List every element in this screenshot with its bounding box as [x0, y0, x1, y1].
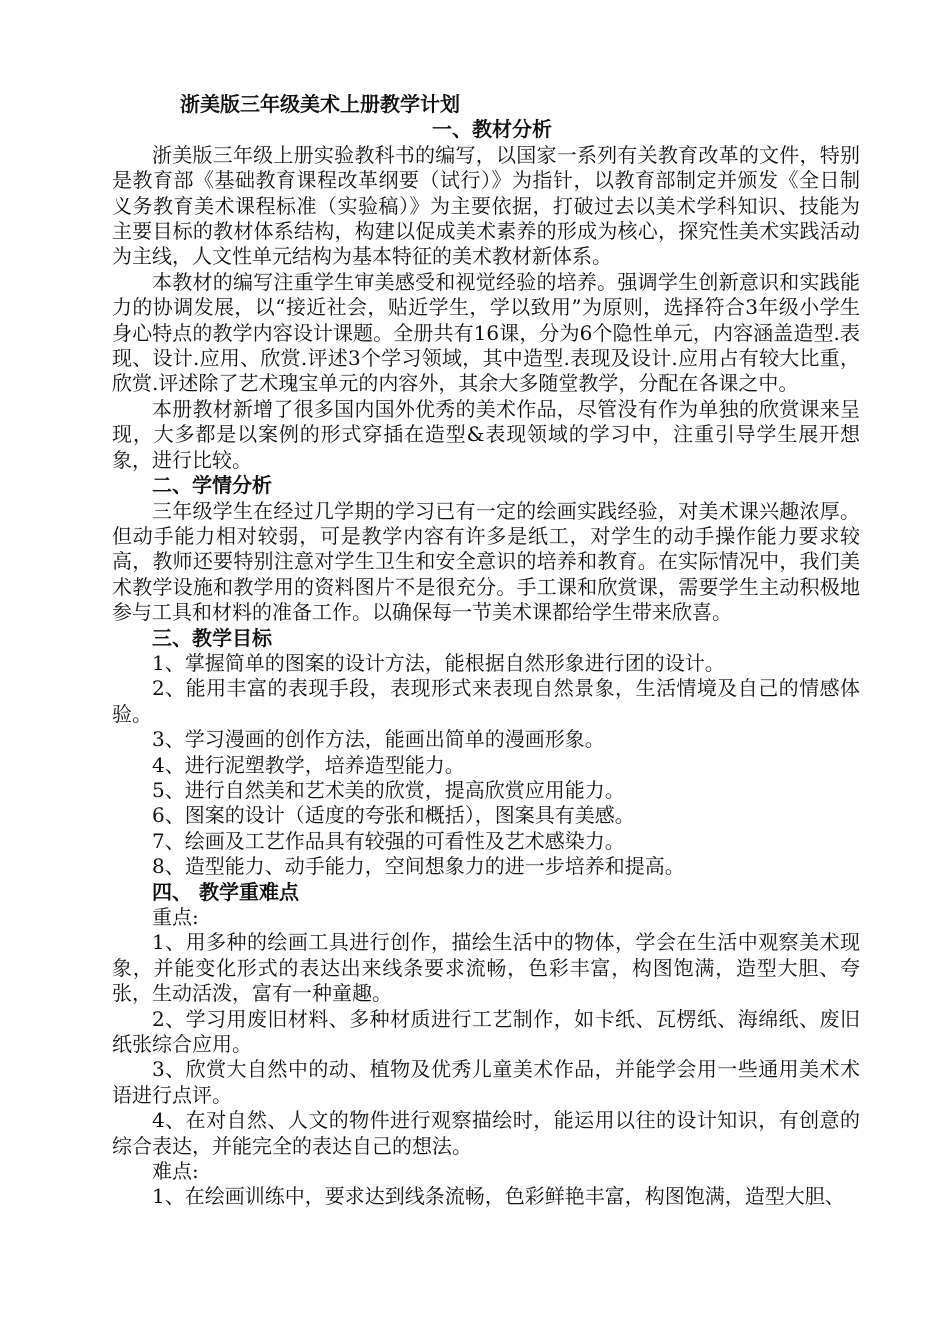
list-item: 3、欣赏大自然中的动、植物及优秀儿童美术作品，并能学会用一些通用美术术语进行点评。	[112, 1057, 860, 1107]
list-item: 8、造型能力、动手能力，空间想象力的进一步培养和提高。	[152, 854, 685, 879]
document-page	[112, 92, 860, 1210]
list-item: 3、学习漫画的创作方法，能画出简单的漫画形象。	[152, 727, 605, 752]
section-heading-goals: 三、教学目标	[152, 625, 272, 650]
list-item: 1、掌握简单的图案的设计方法，能根据自然形象进行团的设计。	[152, 650, 725, 675]
list-item: 4、进行泥塑教学，培养造型能力。	[152, 752, 465, 777]
section-heading-students: 二、学情分析	[152, 473, 272, 498]
section-heading-key-points: 四、 教学重难点	[152, 879, 299, 904]
paragraph: 本教材的编写注重学生审美感受和视觉经验的培养。强调学生创新意识和实践能力的协调发展，以“接近社会，贴近学生，学以致用”为原则，选择符合3年级小学生身心特点的教学内容设计课题。全册共有16课，分为6个隐性单元，内容涵盖造型.表现、设计.应用、欣赏.评述3个学习领域，其中造型.表现及设计.应用占有较大比重，欣赏.评述除了艺术瑰宝单元的内容外，其余大多随堂教学，分配在各课之中。	[112, 269, 860, 396]
list-item: 2、学习用废旧材料、多种材质进行工艺制作，如卡纸、瓦楞纸、海绵纸、废旧纸张综合应用。	[112, 1006, 860, 1057]
paragraph: 本册教材新增了很多国内国外优秀的美术作品，尽管没有作为单独的欣赏课来呈现，大多都是以案例的形式穿插在造型&表现领域的学习中，注重引导学生展开想象，进行比较。	[112, 396, 860, 472]
list-item: 7、绘画及工艺作品具有较强的可看性及艺术感染力。	[152, 828, 625, 853]
key-points-label: 重点:	[152, 905, 199, 929]
paragraph: 三年级学生在经过几学期的学习已有一定的绘画实践经验，对美术课兴趣浓厚。但动手能力相对较弱，可是教学内容有许多是纸工，对学生的动手操作能力要求较高，教师还要特别注意对学生卫生和安全意识的培养和教育。在实际情况中，我们美术教学设施和教学用的资料图片不是很充分。手工课和欣赏课，需要学生主动积极地参与工具和材料的准备工作。以确保每一节美术课都给学生带来欣喜。	[112, 498, 860, 625]
list-item: 6、图案的设计（适度的夸张和概括），图案具有美感。	[152, 803, 635, 828]
list-item: 2、能用丰富的表现手段，表现形式来表现自然景象，生活情境及自己的情感体验。	[112, 676, 860, 726]
paragraph: 浙美版三年级上册实验教科书的编写，以国家一系列有关教育改革的文件，特别是教育部《基础教育课程改革纲要（试行）》为指针，以教育部制定并颁发《全日制义务教育美术课程标准（实验稿）》为主要依据，打破过去以美术学科知识、技能为主要目标的教材体系结构，构建以促成美术素养的形成为核心，探究性美术实践活动为主线，人文性单元结构为基本特征的美术教材新体系。	[112, 142, 860, 269]
list-item: 4、在对自然、人文的物件进行观察描绘时，能运用以往的设计知识，有创意的综合表达，并能完全的表达自己的想法。	[112, 1108, 860, 1158]
difficulty-label: 难点:	[152, 1159, 199, 1184]
list-item: 1、在绘画训练中，要求达到线条流畅，色彩鲜艳丰富，构图饱满，造型大胆、	[152, 1184, 845, 1209]
list-item: 5、进行自然美和艺术美的欣赏，提高欣赏应用能力。	[152, 777, 625, 802]
list-item: 1、用多种的绘画工具进行创作，描绘生活中的物体，学会在生活中观察美术现象，并能变化形式的表达出来线条要求流畅，色彩丰富，构图饱满，造型大胆、夸张，生动活泼，富有一种童趣。	[112, 930, 860, 1006]
document-title: 浙美版三年级美术上册教学计划	[180, 92, 460, 116]
section-heading-materials: 一、教材分析	[432, 117, 552, 142]
